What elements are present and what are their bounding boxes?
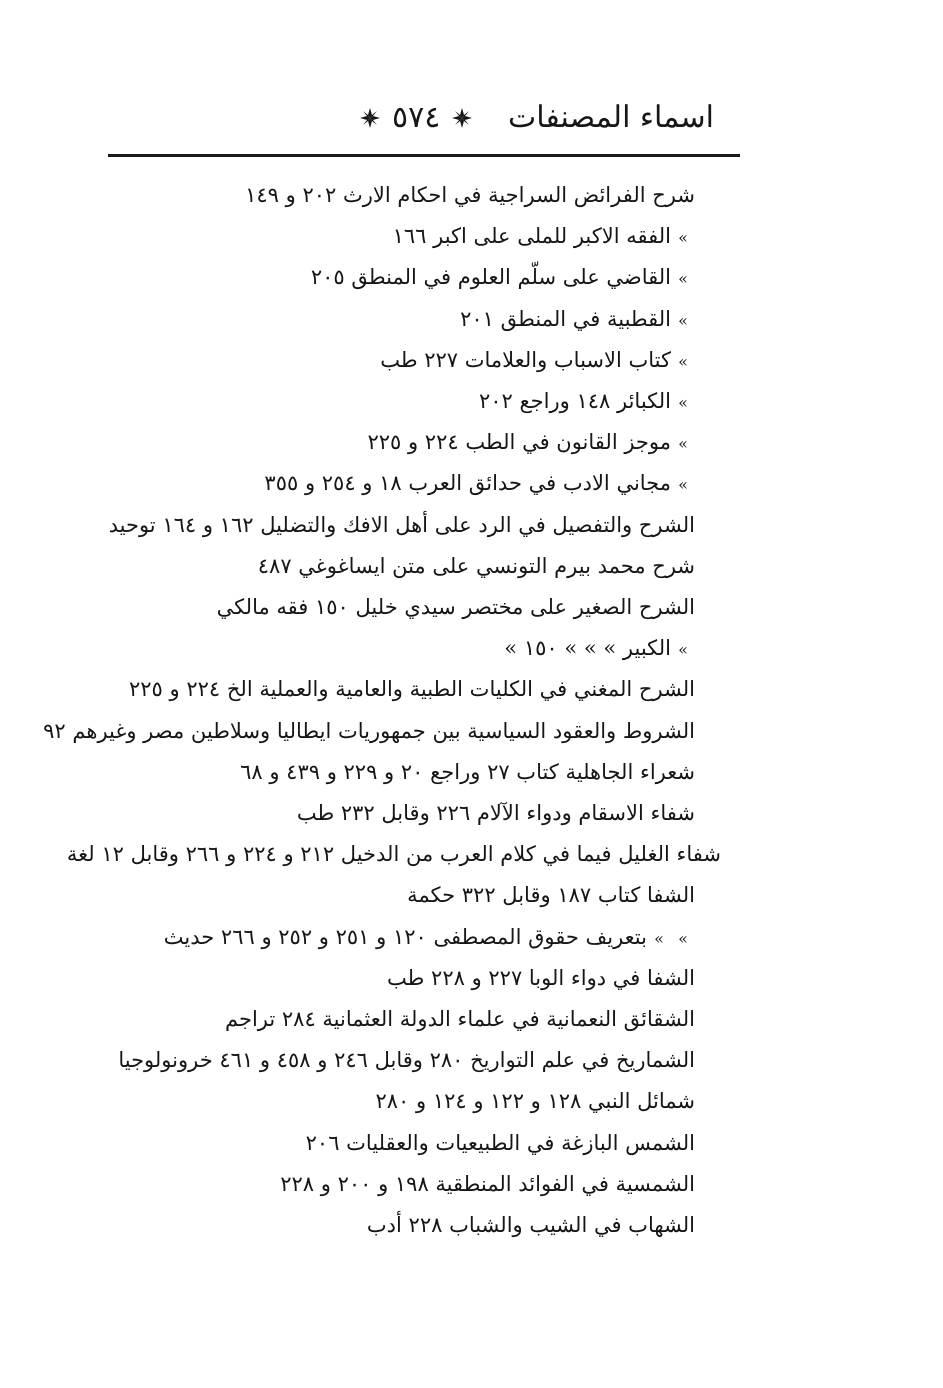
ornament-icon — [450, 106, 474, 130]
entry: الشروط والعقود السياسية بين جمهوريات ايطاليا وسلاطين مصر وغيرهم ٩٢ — [43, 718, 695, 743]
entry: »القاضي على سلّم العلوم في المنطق ٢٠٥ — [311, 260, 695, 296]
entry: الشمس البازغة في الطبيعيات والعقليات ٢٠٦ — [305, 1130, 695, 1155]
entry: »الكبائر ١٤٨ وراجع ٢٠٢ — [479, 384, 695, 420]
ornament-icon — [358, 106, 382, 130]
ditto-mark: » — [654, 928, 664, 948]
entry: شرح الفرائض السراجية في احكام الارث ٢٠٢ و ١٤٩ — [245, 183, 695, 207]
entry: الشرح والتفصيل في الرد على أهل الافك والتضليل ١٦٢ و ١٦٤ توحيد — [108, 512, 695, 537]
header-rule — [108, 154, 740, 157]
entry: الشمسية في الفوائد المنطقية ١٩٨ و ٢٠٠ و ٢٢٨ — [280, 1171, 695, 1196]
entry: الشهاب في الشيب والشباب ٢٢٨ أدب — [366, 1213, 695, 1237]
ditto-mark: » — [678, 351, 688, 371]
entry: شرح محمد بيرم التونسي على متن ايساغوغي ٤٨٧ — [257, 553, 695, 578]
ditto-mark: » — [678, 928, 688, 948]
entry: الشرح الصغير على مختصر سيدي خليل ١٥٠ فقه مالكي — [216, 595, 695, 619]
section-title: اسماء المصنفات — [507, 100, 714, 135]
entry: »القطبية في المنطق ٢٠١ — [460, 302, 695, 338]
entry: الشفا في دواء الوبا ٢٢٧ و ٢٢٨ طب — [387, 965, 695, 990]
entry: الشقائق النعمانية في علماء الدولة العثمانية ٢٨٤ تراجم — [224, 1007, 695, 1031]
ditto-mark: » — [678, 475, 688, 495]
entry: الشرح المغني في الكليات الطبية والعامية والعملية الخ ٢٢٤ و ٢٢٥ — [129, 677, 695, 702]
ditto-mark: » — [678, 269, 688, 289]
page-number: ٥٧٤ — [392, 100, 441, 135]
entry: »كتاب الاسباب والعلامات ٢٢٧ طب — [380, 343, 695, 379]
entry: »موجز القانون في الطب ٢٢٤ و ٢٢٥ — [367, 425, 695, 461]
ditto-mark: » — [678, 228, 688, 248]
ditto-mark: » — [678, 393, 688, 412]
ditto-mark: » — [678, 640, 688, 660]
page-number-group — [358, 98, 474, 138]
entry: »»بتعريف حقوق المصطفى ١٢٠ و ٢٥١ و ٢٥٢ و ٢٦٦ حديث — [164, 920, 695, 956]
entry: شمائل النبي ١٢٨ و ١٢٢ و ١٢٤ و ٢٨٠ — [375, 1089, 695, 1114]
entry: »الكبير » » » ١٥٠ » — [504, 631, 695, 667]
entry: »مجاني الادب في حدائق العرب ١٨ و ٢٥٤ و ٣٥٥ — [264, 466, 695, 502]
page-header — [108, 92, 740, 148]
entry: شعراء الجاهلية كتاب ٢٧ وراجع ٢٠ و ٢٢٩ و ٤٣٩ و ٦٨ — [240, 759, 695, 784]
entry: شفاء الغليل فيما في كلام العرب من الدخيل ٢١٢ و ٢٢٤ و ٢٦٦ وقابل ١٢ لغة — [66, 842, 721, 867]
entry: شفاء الاسقام ودواء الآلام ٢٢٦ وقابل ٢٣٢ طب — [296, 801, 695, 825]
ditto-mark: » — [678, 310, 688, 330]
ditto-mark: » — [678, 434, 688, 454]
entry: الشماريخ في علم التواريخ ٢٨٠ وقابل ٢٤٦ و ٤٥٨ و ٤٦١ خرونولوجيا — [118, 1048, 695, 1073]
entry: الشفا كتاب ١٨٧ وقابل ٣٢٢ حكمة — [407, 883, 695, 908]
entry: »الفقه الاكبر للملى على اكبر ١٦٦ — [393, 219, 695, 255]
